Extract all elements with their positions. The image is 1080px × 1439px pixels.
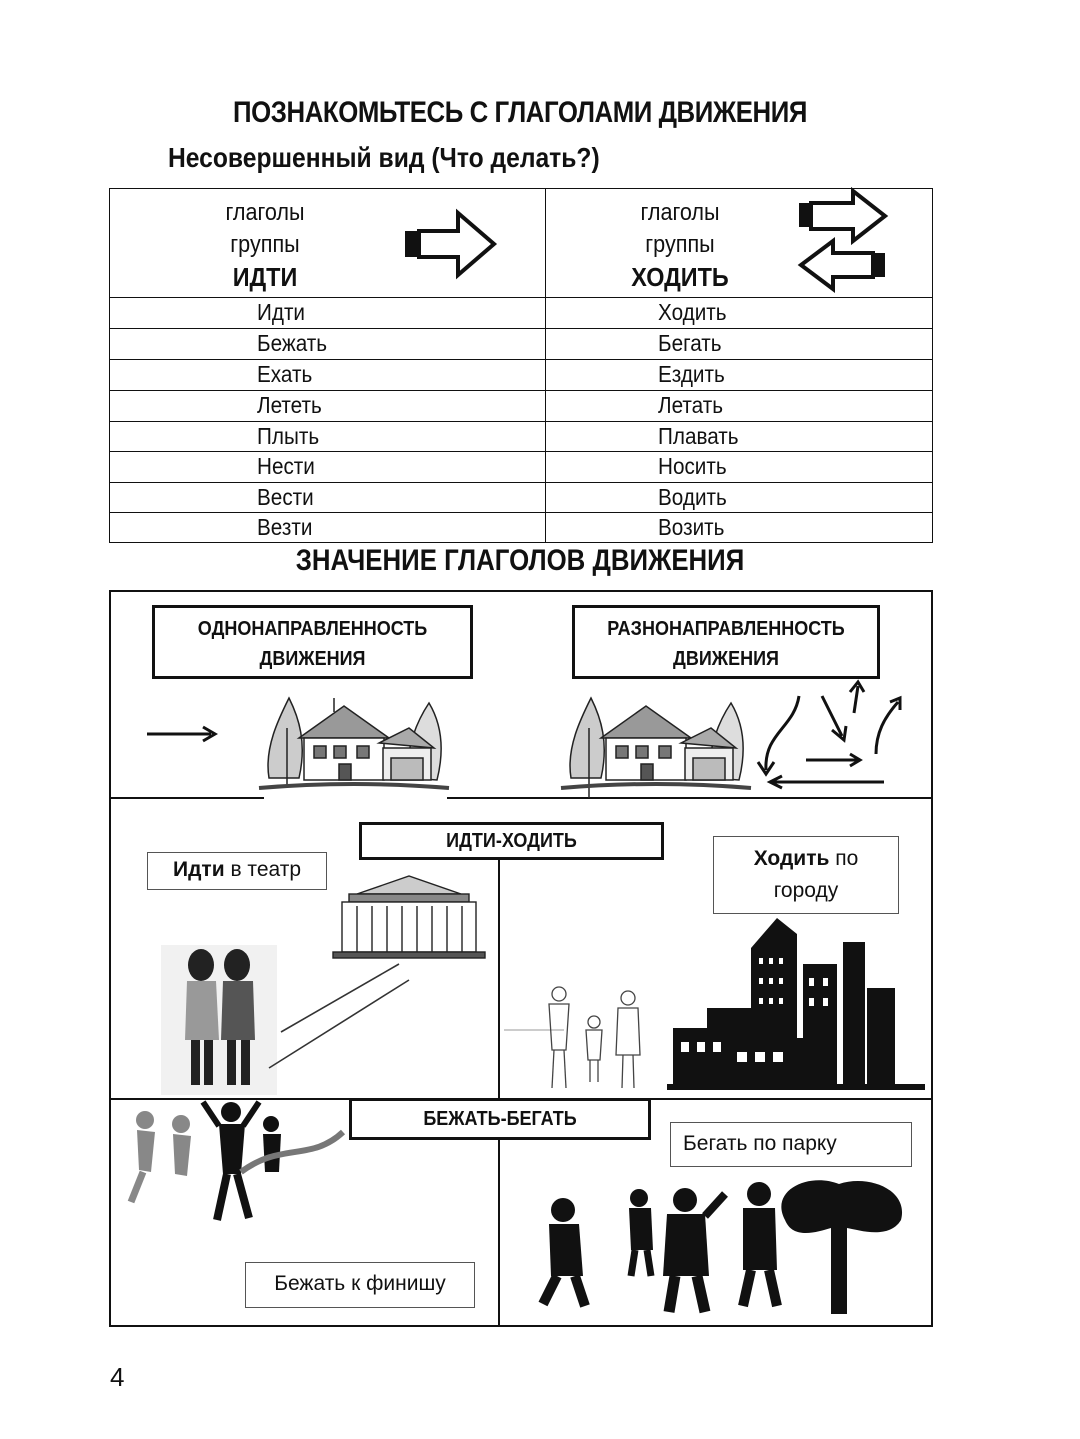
girls-walking-icon bbox=[161, 945, 277, 1095]
marathon-runners-icon bbox=[121, 1102, 346, 1232]
right-header bbox=[580, 197, 780, 293]
verb-right-7: Водить bbox=[658, 484, 727, 510]
multidirectional-label bbox=[572, 605, 880, 679]
left-header bbox=[170, 197, 360, 293]
multidirectional-line1: РАЗНОНАПРАВЛЕННОСТЬ bbox=[607, 618, 845, 640]
meaning-title: ЗНАЧЕНИЕ ГЛАГОЛОВ ДВИЖЕНИЯ bbox=[295, 544, 745, 577]
right-header-line2: группы bbox=[645, 231, 715, 258]
right-header-group: ХОДИТЬ bbox=[631, 262, 729, 292]
verb-left-2: Бежать bbox=[257, 330, 328, 356]
kids-running-icon bbox=[529, 1180, 921, 1320]
example-walk-bold: Ходить bbox=[753, 847, 830, 870]
idti-hodit-label bbox=[359, 822, 664, 860]
verb-left-4: Лететь bbox=[257, 392, 322, 418]
verb-table bbox=[109, 188, 933, 543]
right-header-line1: глаголы bbox=[640, 199, 720, 226]
verb-left-7: Вести bbox=[257, 484, 314, 510]
scattered-arrows-icon bbox=[754, 678, 904, 798]
page-number: 4 bbox=[110, 1362, 125, 1392]
left-header-group: ИДТИ bbox=[232, 262, 298, 292]
house-illustration-icon bbox=[259, 688, 449, 798]
left-header-line2: группы bbox=[230, 231, 300, 258]
verb-left-6: Нести bbox=[257, 453, 315, 479]
verb-right-4: Летать bbox=[658, 392, 723, 418]
unidirectional-arrow-icon bbox=[402, 209, 502, 279]
verb-left-3: Ехать bbox=[257, 361, 313, 387]
idti-hodit-text: ИДТИ-ХОДИТЬ bbox=[446, 830, 577, 852]
city-buildings-icon bbox=[667, 918, 925, 1090]
straight-arrow-icon bbox=[147, 724, 219, 744]
unidirectional-label bbox=[152, 605, 473, 679]
example-run-finish: Бежать к финишу bbox=[245, 1262, 475, 1308]
family-walking-icon bbox=[504, 980, 654, 1092]
verb-right-2: Бегать bbox=[658, 330, 722, 356]
verb-right-8: Возить bbox=[658, 514, 725, 540]
house-illustration-icon bbox=[561, 688, 751, 798]
left-header-line1: глаголы bbox=[225, 199, 305, 226]
bezhat-begat-label bbox=[349, 1098, 651, 1140]
unidirectional-line1: ОДНОНАПРАВЛЕННОСТЬ bbox=[197, 618, 428, 640]
multidirectional-arrows-icon bbox=[795, 189, 895, 295]
verb-left-5: Плыть bbox=[257, 423, 320, 449]
perspective-lines-icon bbox=[269, 960, 419, 1070]
verb-left-1: Идти bbox=[257, 299, 306, 325]
theatre-building-icon bbox=[327, 870, 492, 960]
example-walk-line2: городу bbox=[773, 879, 839, 902]
bezhat-begat-text: БЕЖАТЬ-БЕГАТЬ bbox=[423, 1108, 577, 1130]
verb-left-8: Везти bbox=[257, 514, 313, 540]
verb-right-1: Ходить bbox=[658, 299, 727, 325]
verb-right-5: Плавать bbox=[658, 423, 739, 449]
unidirectional-line2: ДВИЖЕНИЯ bbox=[259, 648, 366, 670]
example-walk-rest: по bbox=[829, 847, 859, 870]
verb-right-3: Ездить bbox=[658, 361, 725, 387]
example-run-park: Бегать по парку bbox=[670, 1122, 912, 1167]
example-go-bold: Идти bbox=[172, 858, 225, 881]
verb-right-6: Носить bbox=[658, 453, 727, 479]
example-go-rest: в театр bbox=[224, 858, 302, 881]
meaning-panel bbox=[109, 590, 933, 1327]
example-walk-city bbox=[713, 836, 899, 914]
multidirectional-line2: ДВИЖЕНИЯ bbox=[673, 648, 779, 670]
example-go-theatre bbox=[147, 852, 327, 890]
page-subtitle: Несовершенный вид (Что делать?) bbox=[168, 142, 600, 173]
page-title: ПОЗНАКОМЬТЕСЬ С ГЛАГОЛАМИ ДВИЖЕНИЯ bbox=[233, 96, 807, 129]
